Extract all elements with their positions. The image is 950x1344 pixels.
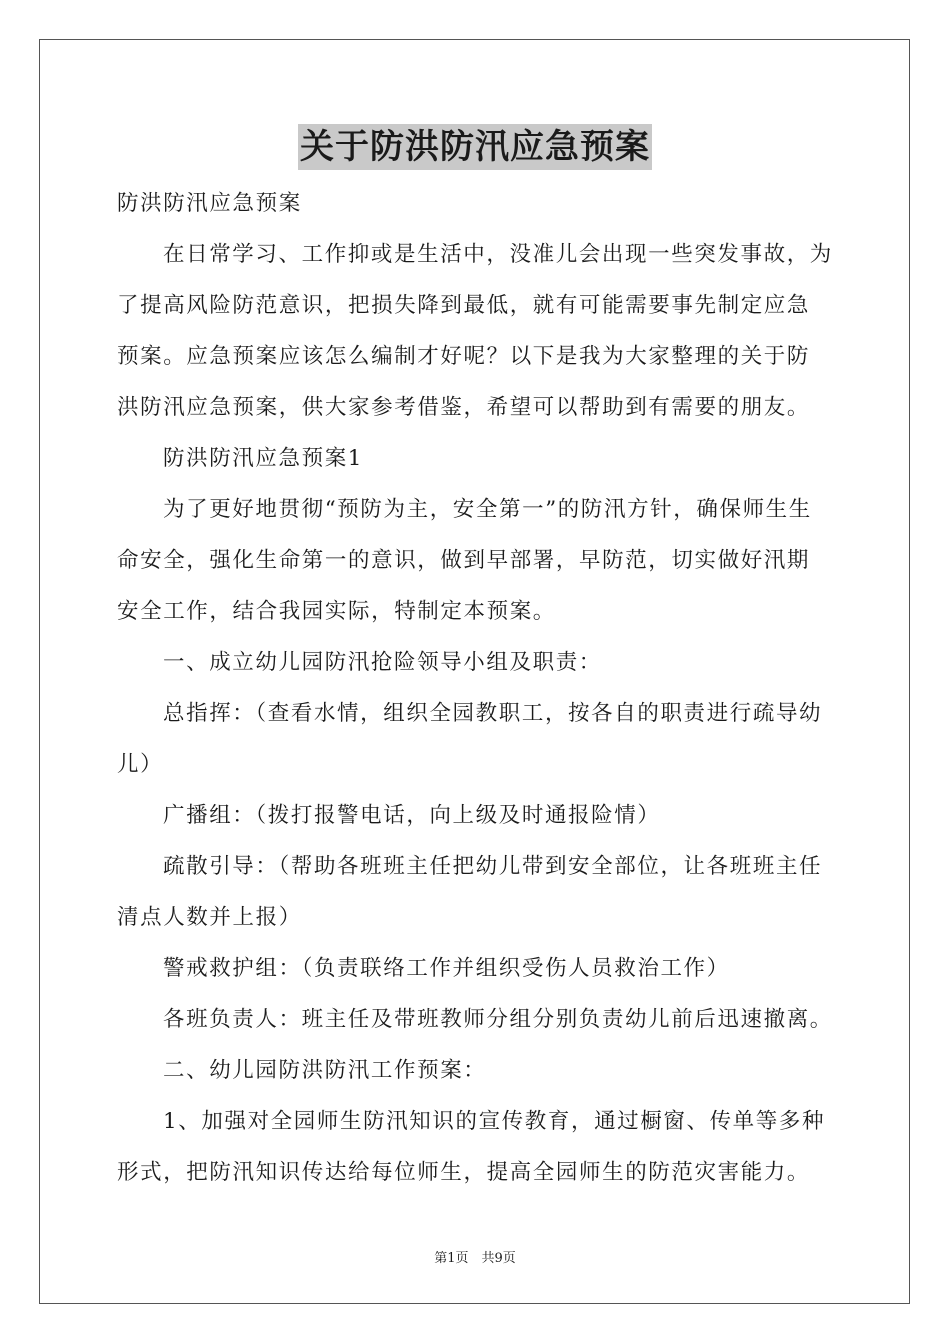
document-title: 关于防洪防汛应急预案 [298,124,652,170]
page-number: 第1页 共9页 [434,1251,516,1266]
paragraph: 总指挥：（查看水情，组织全园教职工，按各自的职责进行疏导幼儿） [117,701,823,777]
section-heading: 一、成立幼儿园防汛抢险领导小组及职责： [163,650,602,675]
paragraph: 在日常学习、工作抑或是生活中，没准儿会出现一些突发事故，为了提高风险防范意识，把损失降到最低，就有可能需要事先制定应急预案。应急预案应该怎么编制才好呢？以下是我为大家整理的关于防洪防汛应急预案，供大家参考借鉴，希望可以帮助到有需要的朋友。 [117,242,833,420]
paragraph: 防洪防汛应急预案1 [163,446,364,471]
document-body [117,178,833,1198]
paragraph: 警戒救护组：（负责联络工作并组织受伤人员救治工作） [163,956,730,981]
page-footer [0,1247,950,1266]
paragraph: 防洪防汛应急预案 [117,191,302,216]
paragraph: 广播组：（拨打报警电话，向上级及时通报险情） [163,803,661,828]
paragraph: 各班负责人：班主任及带班教师分组分别负责幼儿前后迅速撤离。 [163,1007,833,1032]
paragraph: 疏散引导：（帮助各班班主任把幼儿带到安全部位，让各班班主任清点人数并上报） [117,854,823,930]
paragraph: 1、加强对全园师生防汛知识的宣传教育，通过橱窗、传单等多种形式，把防汛知识传达给每位师生，提高全园师生的防范灾害能力。 [117,1109,826,1185]
section-heading: 二、幼儿园防洪防汛工作预案： [163,1058,487,1083]
title-container [0,124,950,170]
paragraph: 为了更好地贯彻“预防为主，安全第一”的防汛方针，确保师生生命安全，强化生命第一的意识，做到早部署，早防范，切实做好汛期安全工作，结合我园实际，特制定本预案。 [117,497,812,624]
